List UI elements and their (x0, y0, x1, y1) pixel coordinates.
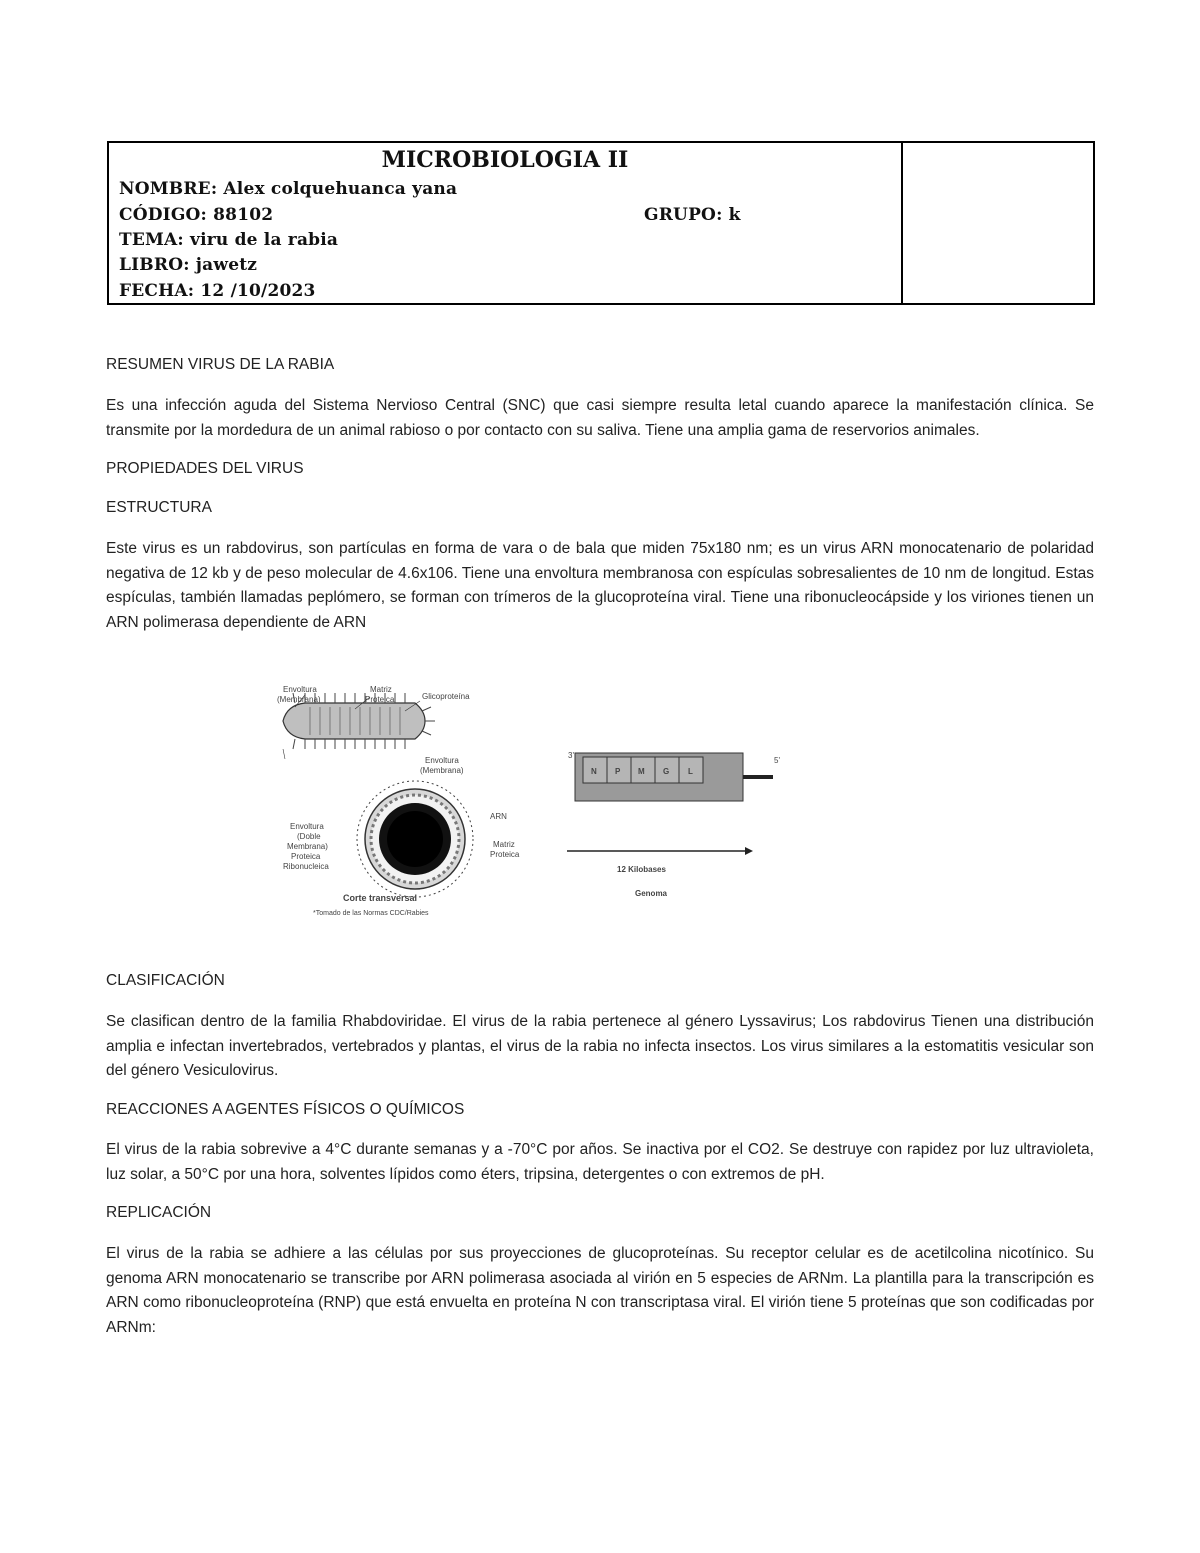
label-membrana: (Membrana) (277, 695, 321, 704)
propiedades-heading: PROPIEDADES DEL VIRUS (106, 460, 304, 477)
estructura-paragraph: Este virus es un rabdovirus, son partículas en forma de vara o de bala que miden 75x180 nm; es un virus ARN monocatenario de polaridad negativa de 12 kb y de peso molecular de 4.6x106. Tiene una envoltura membranosa con espículas sobresalientes de 10 nm de longitud. Estas espículas, también llamadas peplómero, se forman con trímeros de la glucoproteína viral. Tiene una ribonucleocápside y los viriones tienen un ARN polimerasa dependiente de ARN (106, 540, 1094, 631)
label-ribonucleica: Ribonucleica (283, 862, 329, 871)
date: FECHA: 12 /10/2023 (119, 281, 316, 301)
gene-p: P (615, 767, 621, 776)
reacciones-heading: REACCIONES A AGENTES FÍSICOS O QUÍMICOS (106, 1101, 465, 1118)
clasificacion-heading: CLASIFICACIÓN (106, 972, 225, 989)
gene-g: G (663, 767, 670, 776)
label-tomado: *Tomado de las Normas CDC/Rabies (313, 910, 429, 917)
resumen-heading: RESUMEN VIRUS DE LA RABIA (106, 356, 335, 373)
virion-cross-section (357, 781, 473, 897)
label-matriz2: Matriz (493, 840, 515, 849)
gene-n: N (591, 767, 597, 776)
label-proteica2: Proteica (291, 852, 321, 861)
gene-l: L (688, 767, 693, 776)
resumen-paragraph: Es una infección aguda del Sistema Nervioso Central (SNC) que casi siempre resulta letal cuando aparece la manifestación clínica. Se transmite por la mordedura de un animal rabioso o por contacto con su saliva. Tiene una amplia gama de reservorios animales. (106, 397, 1094, 439)
label-proteica: Proteica (365, 695, 395, 704)
label-membrana2: (Membrana) (420, 766, 464, 775)
replicacion-heading: REPLICACIÓN (106, 1204, 212, 1221)
label-doble: (Doble (297, 832, 321, 841)
label-glicoproteina: Glicoproteína (422, 692, 470, 701)
label-matriz: Matriz (370, 685, 392, 694)
genome-map (567, 753, 773, 855)
virus-diagram (265, 663, 785, 925)
label-arn: ARN (490, 812, 507, 821)
course-title: MICROBIOLOGIA II (381, 147, 629, 173)
header-divider (901, 143, 903, 303)
label-membrana3: Membrana) (287, 842, 328, 851)
label-env-doble: Envoltura (290, 822, 324, 831)
gene-m: M (638, 767, 645, 776)
clasificacion-paragraph: Se clasifican dentro de la familia Rhabdoviridae. El virus de la rabia pertenece al género Lyssavirus; Los rabdovirus Tienen una distribución amplia e infectan invertebrados, vertebrados y plantas, el virus de la rabia no infecta insectos. Los virus similares a la estomatitis vesicular son del género Vesiculovirus. (106, 1013, 1094, 1079)
student-code: CÓDIGO: 88102 (119, 205, 274, 225)
end-3: 3' (568, 751, 574, 760)
header-box (107, 141, 1095, 305)
reacciones-paragraph: El virus de la rabia sobrevive a 4°C durante semanas y a -70°C por años. Se inactiva por el CO2. Se destruye con rapidez por luz ultravioleta, luz solar, a 50°C por una hora, solventes lípidos como éters, tripsina, detergentes o con extremos de pH. (106, 1141, 1094, 1183)
label-envoltura2: Envoltura (425, 756, 459, 765)
student-name: NOMBRE: Alex colquehuanca yana (119, 179, 458, 199)
estructura-heading: ESTRUCTURA (106, 499, 212, 516)
label-corte: Corte transversal (343, 893, 418, 903)
topic: TEMA: viru de la rabia (119, 230, 339, 250)
group: GRUPO: k (644, 205, 741, 225)
end-5: 5' (774, 756, 780, 765)
replicacion-paragraph: El virus de la rabia se adhiere a las células por sus proyecciones de glucoproteínas. Su receptor celular es de acetilcolina nicotínico. Su genoma ARN monocatenario se transcribe por ARN polimerasa asociada al virión en 5 especies de ARNm. La plantilla para la transcripción es ARN como ribonucleoproteína (RNP) que está envuelta en proteína N con transcriptasa viral. El virión tiene 5 proteínas que son codificadas por ARNm: (106, 1245, 1094, 1336)
label-proteica3: Proteica (490, 850, 520, 859)
label-envoltura: Envoltura (283, 685, 317, 694)
label-genoma: Genoma (635, 889, 668, 898)
label-kilobases: 12 Kilobases (617, 865, 666, 874)
virus-structure-figure (265, 663, 785, 925)
book: LIBRO: jawetz (119, 255, 258, 275)
